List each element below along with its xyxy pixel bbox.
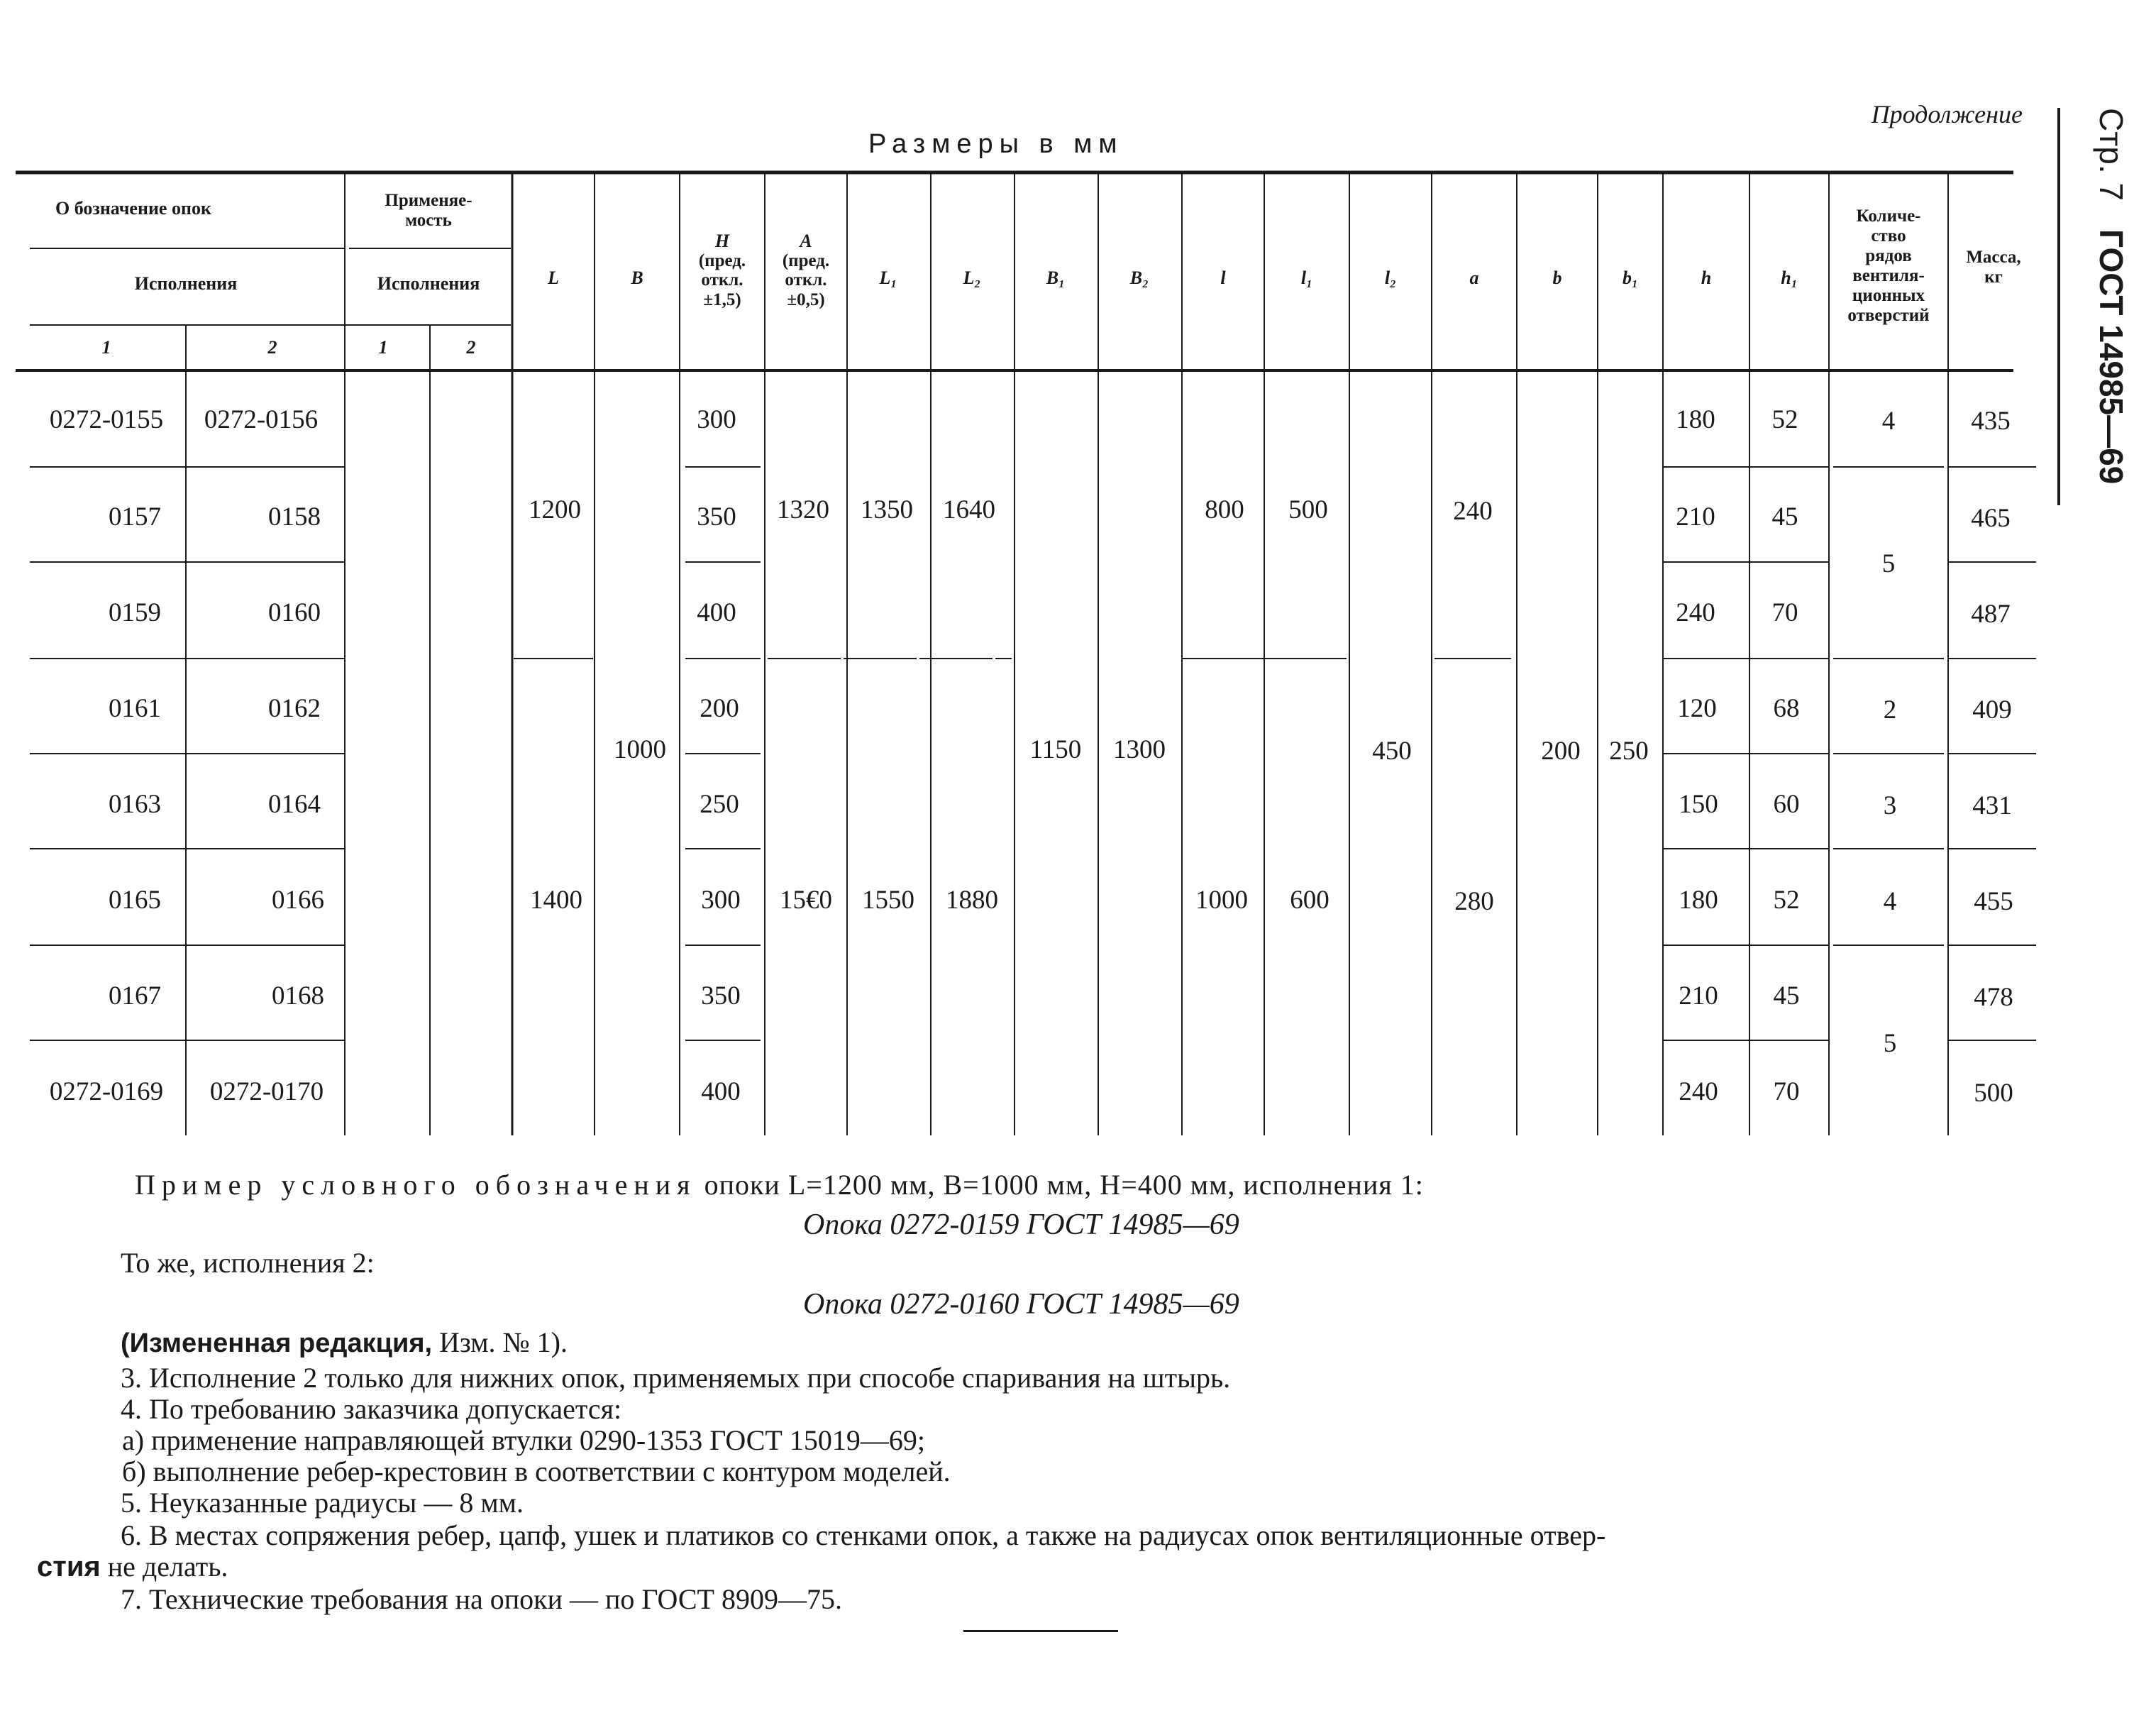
mass-cell: 500 (1974, 1079, 2013, 1108)
header-rows-1: Количе- (1856, 207, 1921, 226)
header-A-1: A (800, 231, 812, 251)
header-applicability-1: Применяе- (385, 191, 472, 210)
header-mass-1: Масса, (1966, 248, 2021, 267)
note-5: 5. Неуказанные радиусы — 8 мм. (121, 1487, 524, 1519)
page-number: Стр. 7 (2093, 108, 2130, 202)
h1-cell: 45 (1771, 502, 1798, 532)
des2-cell: 0168 (272, 981, 324, 1011)
des2-cell: 0160 (268, 598, 321, 627)
h-cell: 120 (1677, 694, 1717, 723)
h1-cell: 45 (1773, 981, 1800, 1011)
changed-edition-rest: Изм. № 1). (432, 1326, 568, 1358)
H-cell: 400 (697, 598, 736, 627)
des2-cell: 0272-0170 (209, 1077, 324, 1106)
des2-cell: 0166 (272, 886, 324, 915)
des1-cell: 0157 (109, 502, 161, 532)
H-cell: 200 (700, 694, 739, 723)
header-A-4: ±0,5) (787, 290, 825, 309)
des1-cell: 0165 (109, 886, 161, 915)
header-app-2: 2 (466, 337, 476, 358)
header-H-4: ±1,5) (703, 290, 741, 309)
same-line: То же, исполнения 2: (121, 1247, 375, 1279)
l1-cell: 600 (1290, 886, 1329, 915)
rows-count-cell: 5 (1881, 549, 1896, 578)
b-cell: 200 (1541, 737, 1581, 766)
note-3: 3. Исполнение 2 только для нижних опок, применяемых при способе спаривания на штырь. (121, 1362, 1231, 1394)
mass-cell: 478 (1974, 983, 2013, 1012)
header-H-1: H (714, 231, 730, 251)
header-h1: h₁ (1781, 268, 1798, 288)
header-H-2: (пред. (698, 251, 746, 270)
header-A-3: откл. (785, 270, 827, 290)
header-rows-6: отверстий (1847, 306, 1930, 325)
des1-cell: 0167 (109, 981, 161, 1011)
changed-edition (121, 1327, 568, 1359)
note-4: 4. По требованию заказчика допускается: (121, 1393, 622, 1425)
des1-cell: 0159 (109, 598, 161, 627)
a-cell: 240 (1453, 497, 1493, 526)
header-l: l (1220, 268, 1226, 288)
header-designation: О бозначение опок (55, 198, 211, 219)
H-cell: 400 (701, 1077, 741, 1106)
l-cell: 1000 (1195, 886, 1248, 915)
H-cell: 300 (697, 405, 736, 434)
des2-cell: 0158 (268, 502, 321, 532)
h-cell: 150 (1679, 790, 1718, 819)
note-4b: б) выполнение ребер-крестовин в соответствии с контуром моделей. (122, 1455, 951, 1487)
H-cell: 350 (701, 981, 741, 1011)
mass-cell: 435 (1971, 407, 2011, 436)
L2-cell: 1640 (943, 495, 995, 524)
header-rows-3: рядов (1865, 246, 1912, 265)
h-cell: 210 (1679, 981, 1718, 1011)
header-app-1: 1 (378, 337, 388, 358)
rows-count-cell: 4 (1881, 407, 1896, 436)
L2-cell: 1880 (946, 886, 998, 915)
header-b: b (1552, 268, 1562, 288)
des1-cell: 0163 (109, 790, 161, 819)
B-cell: 1000 (614, 735, 666, 764)
h1-cell: 52 (1773, 886, 1800, 915)
header-B: B (631, 268, 643, 288)
B1-cell: 1150 (1029, 735, 1082, 764)
mass-cell: 465 (1971, 504, 2011, 533)
example-lead: Пример условного обозначения (135, 1169, 697, 1201)
header-rows-4: вентиля- (1852, 266, 1925, 285)
header-execution-designation: Исполнения (134, 273, 238, 294)
notes-section (0, 1150, 2156, 1718)
header-rows-5: ционных (1852, 286, 1925, 305)
L1-cell: 1550 (862, 886, 914, 915)
note-4a: а) применение направляющей втулки 0290-1353 ГОСТ 15019—69; (122, 1424, 925, 1456)
standard-number: ГОСТ 14985—69 (2093, 229, 2130, 485)
h-cell: 180 (1676, 405, 1715, 434)
des1-cell: 0161 (109, 694, 161, 723)
a-cell: 280 (1454, 887, 1494, 916)
header-L: L (548, 268, 559, 288)
header-rows-2: ство (1871, 226, 1906, 246)
l-cell: 800 (1205, 495, 1244, 524)
header-execution-applicability: Исполнения (377, 273, 480, 294)
note-6-bold: стия (37, 1551, 101, 1582)
header-exec-1: 1 (101, 337, 111, 358)
rows-count-cell: 2 (1883, 695, 1897, 725)
end-rule (963, 1630, 1118, 1632)
h-cell: 210 (1676, 502, 1715, 532)
changed-edition-bold: (Измененная редакция, (121, 1328, 433, 1358)
h-cell: 180 (1679, 886, 1718, 915)
note-6 (37, 1519, 2050, 1582)
designation-2: Опока 0272-0160 ГОСТ 14985—69 (803, 1288, 1239, 1321)
des1-cell: 0272-0155 (49, 405, 164, 434)
header-h: h (1701, 268, 1712, 288)
header-l1: l₁ (1300, 268, 1313, 288)
des2-cell: 0272-0156 (204, 405, 319, 434)
note-6-text: 6. В местах сопряжения ребер, цапф, ушек и платиков со стенками опок, а также на радиусах опок вентиляционные отвер- (121, 1519, 1606, 1551)
mass-cell: 487 (1971, 600, 2011, 629)
l1-cell: 500 (1288, 495, 1328, 524)
A-cell: 15€0 (780, 886, 832, 915)
header-B1: B₁ (1046, 268, 1066, 288)
h1-cell: 70 (1771, 598, 1798, 627)
header-l2: l₂ (1384, 268, 1397, 288)
A-cell: 1320 (777, 495, 829, 524)
units-caption: Размеры в мм (868, 129, 1124, 159)
example-params: опоки L=1200 мм, B=1000 мм, H=400 мм, исполнения 1: (696, 1169, 1424, 1201)
h1-cell: 60 (1773, 790, 1800, 819)
header-B2: B₂ (1129, 268, 1149, 288)
mass-cell: 455 (1974, 887, 2013, 916)
H-cell: 250 (700, 790, 739, 819)
continued-label: Продолжение (1871, 100, 2023, 128)
B2-cell: 1300 (1113, 735, 1166, 764)
L1-cell: 1350 (861, 495, 913, 524)
header-mass-2: кг (1984, 268, 2003, 287)
l2-cell: 450 (1372, 737, 1412, 766)
des1-cell: 0272-0169 (49, 1077, 164, 1106)
header-H-3: откл. (701, 270, 743, 290)
example-line (135, 1169, 1424, 1201)
b1-cell: 250 (1609, 737, 1649, 766)
L-cell: 1400 (530, 886, 582, 915)
des2-cell: 0162 (268, 694, 321, 723)
header-L2: L₂ (963, 268, 981, 288)
h1-cell: 52 (1771, 405, 1798, 434)
designation-1: Опока 0272-0159 ГОСТ 14985—69 (803, 1208, 1239, 1241)
H-cell: 300 (701, 886, 741, 915)
header-exec-2: 2 (267, 337, 277, 358)
header-b1: b₁ (1622, 268, 1639, 288)
header-applicability-2: мость (405, 211, 452, 230)
note-7: 7. Технические требования на опоки — по ГОСТ 8909—75. (121, 1583, 842, 1615)
rows-count-cell: 5 (1883, 1029, 1897, 1058)
header-a: a (1469, 268, 1479, 288)
rows-count-cell: 3 (1883, 791, 1897, 820)
h1-cell: 68 (1773, 694, 1800, 723)
h-cell: 240 (1676, 598, 1715, 627)
des2-cell: 0164 (268, 790, 321, 819)
rows-count-cell: 4 (1883, 887, 1897, 916)
mass-cell: 431 (1972, 791, 2012, 820)
H-cell: 350 (697, 502, 736, 532)
h1-cell: 70 (1773, 1077, 1800, 1106)
header-A-2: (пред. (782, 251, 830, 270)
note-6-end: не делать. (100, 1551, 228, 1582)
header-L1: L₁ (879, 268, 897, 288)
h-cell: 240 (1679, 1077, 1718, 1106)
mass-cell: 409 (1972, 695, 2012, 725)
L-cell: 1200 (529, 495, 581, 524)
